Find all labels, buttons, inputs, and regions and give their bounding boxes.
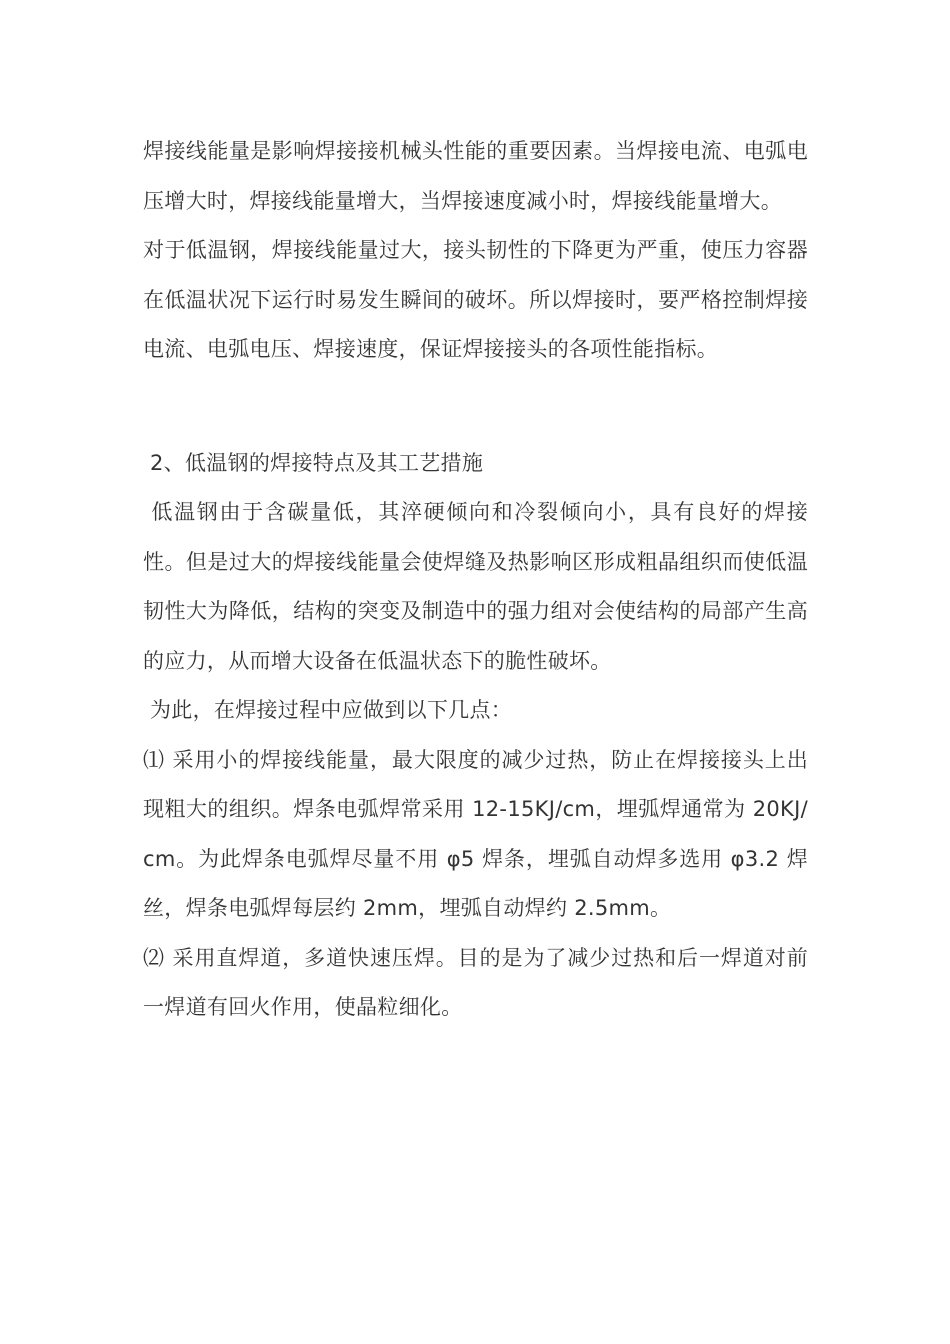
list-item-measure-1: ⑴ 采用小的焊接线能量，最大限度的减少过热，防止在焊接接头上出现粗大的组织。焊条电弧焊常采用 12-15KJ/cm，埋弧焊通常为 20KJ/cm。为此焊条电弧焊尽量不用 φ5 焊条，埋弧自动焊多选用 φ3.2 焊丝，焊条电弧焊每层约 2mm，埋弧自动焊约 2.5mm。 xyxy=(143,747,808,920)
paragraph-line-energy: 焊接线能量是影响焊接接机械头性能的重要因素。当焊接电流、电弧电压增大时，焊接线能量增大，当焊接速度减小时，焊接线能量增大。 xyxy=(143,139,808,213)
paragraph-spacer xyxy=(143,375,808,439)
list-item-measure-2: ⑵ 采用直焊道，多道快速压焊。目的是为了减少过热和后一焊道对前一焊道有回火作用，使晶粒细化。 xyxy=(143,945,808,1019)
section-heading: 2、低温钢的焊接特点及其工艺措施 xyxy=(143,450,484,475)
paragraph-low-temp-steel: 对于低温钢，焊接线能量过大，接头韧性的下降更为严重，使压力容器在低温状况下运行时易发生瞬间的破坏。所以焊接时，要严格控制焊接电流、电弧电压、焊接速度，保证焊接接头的各项性能指标。 xyxy=(143,238,808,361)
document-body xyxy=(143,127,808,1033)
paragraph-measures-intro: 为此，在焊接过程中应做到以下几点： xyxy=(143,698,513,722)
paragraph-welding-characteristics: 低温钢由于含碳量低，其淬硬倾向和冷裂倾向小，具有良好的焊接性。但是过大的焊接线能量会使焊缝及热影响区形成粗晶组织而使低温韧性大为降低，结构的突变及制造中的强力组对会使结构的局部产生高的应力，从而增大设备在低温状态下的脆性破坏。 xyxy=(143,500,808,673)
